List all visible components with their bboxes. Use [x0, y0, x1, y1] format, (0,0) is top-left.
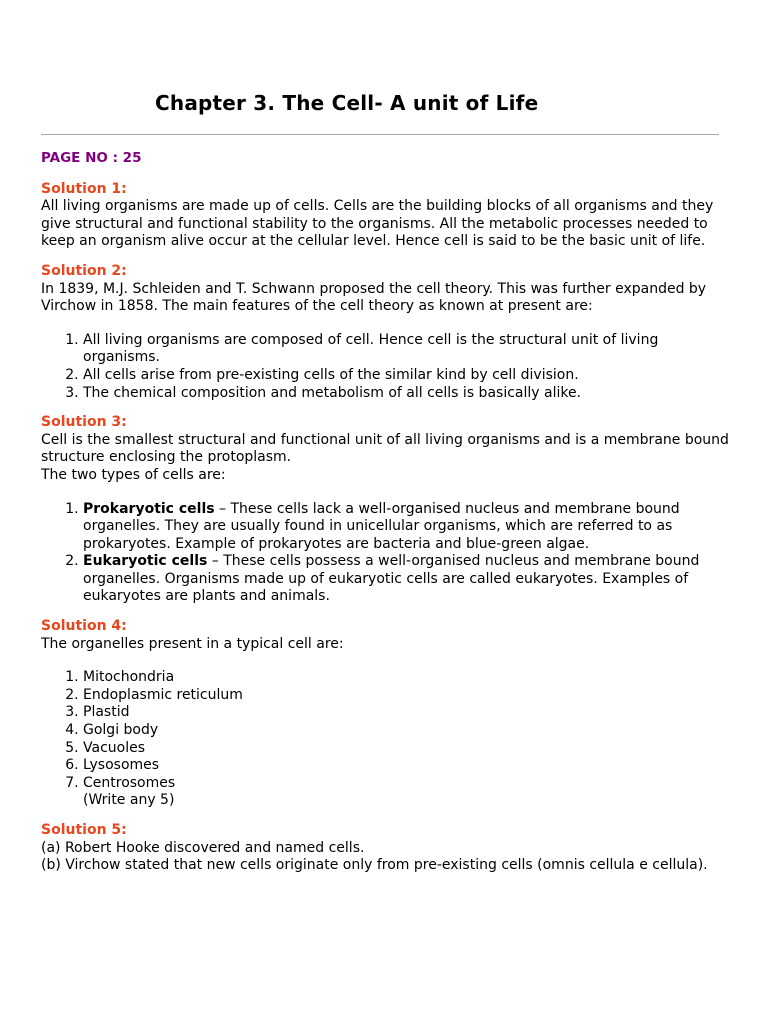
- solution-4: [41, 618, 731, 810]
- list-item: 5. Vacuoles: [83, 740, 731, 758]
- term-description: – These cells possess a well-organised nucleus and membrane bound organelles. Organisms made up of eukaryotic cells are called eukaryotes. Examples of eukaryotes are plants and animals.: [83, 553, 700, 605]
- list-item: 2. Endoplasmic reticulum: [83, 687, 731, 705]
- list-item: 1. Mitochondria: [83, 669, 731, 687]
- solution-2: [41, 263, 731, 402]
- title-divider: [41, 134, 719, 135]
- solution-heading: Solution 3:: [41, 414, 127, 431]
- solution-heading: Solution 4:: [41, 618, 127, 635]
- solution-heading: Solution 5:: [41, 822, 127, 838]
- solution-text: Cell is the smallest structural and functional unit of all living organisms and is a membrane bound structure enclosing the protoplasm.: [41, 431, 729, 466]
- organelles-list: [41, 669, 731, 792]
- list-item: 3. The chemical composition and metabolism of all cells is basically alike.: [83, 385, 731, 403]
- page-number-label: PAGE NO : 25: [41, 150, 142, 166]
- list-item: [83, 501, 731, 554]
- list-item: 7. Centrosomes: [83, 775, 731, 793]
- solution-text: In 1839, M.J. Schleiden and T. Schwann proposed the cell theory. This was further expanded by Virchow in 1858. The main features of the cell theory as known at present are:: [41, 280, 707, 315]
- list-item: 6. Lysosomes: [83, 757, 731, 775]
- list-item: [83, 553, 731, 606]
- solution-text: (b) Virchow stated that new cells originate only from pre-existing cells (omnis cellula e cellula).: [41, 857, 708, 874]
- term-prokaryotic: Prokaryotic cells: [83, 500, 215, 517]
- solution-text: The two types of cells are:: [41, 466, 226, 483]
- solution-3: [41, 414, 731, 606]
- solution-text: The organelles present in a typical cell are:: [41, 635, 344, 652]
- page-title: Chapter 3. The Cell- A unit of Life: [155, 91, 539, 115]
- list-item: 2. All cells arise from pre-existing cells of the similar kind by cell division.: [83, 367, 731, 385]
- term-description: – These cells lack a well-organised nucleus and membrane bound organelles. They are usually found in unicellular organisms, which are referred to as prokaryotes. Example of prokaryotes are bacteria and blue-green algae.: [83, 500, 680, 552]
- list-item: 1. All living organisms are composed of cell. Hence cell is the structural unit of living organisms.: [83, 332, 731, 367]
- content-body: [41, 150, 731, 887]
- solution-text: All living organisms are made up of cells. Cells are the building blocks of all organisms and they give structural and functional stability to the organisms. All the metabolic processes needed to keep an organism alive occur at the cellular level. Hence cell is said to be the basic unit of life.: [41, 198, 714, 250]
- cell-theory-list: [41, 332, 731, 402]
- cell-types-list: [41, 501, 731, 607]
- list-item: 3. Plastid: [83, 704, 731, 722]
- list-item: 4. Golgi body: [83, 722, 731, 740]
- solution-heading: Solution 2:: [41, 262, 127, 279]
- list-note: (Write any 5): [83, 792, 175, 809]
- term-eukaryotic: Eukaryotic cells: [83, 553, 208, 570]
- solution-1: [41, 181, 731, 251]
- solution-5: [41, 822, 731, 875]
- solution-heading: Solution 1:: [41, 180, 127, 197]
- solution-text: (a) Robert Hooke discovered and named cells.: [41, 839, 365, 856]
